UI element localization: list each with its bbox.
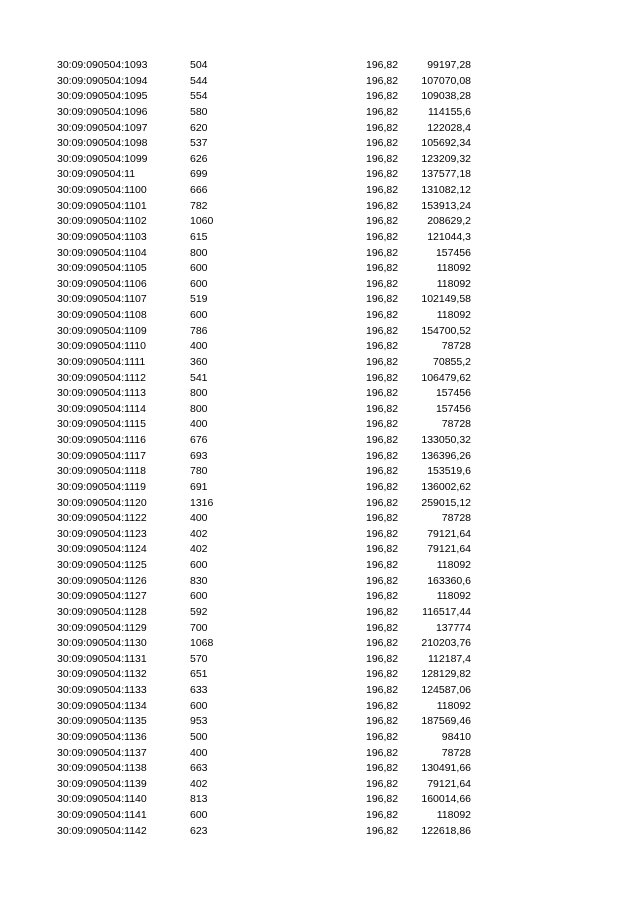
area-cell: 666	[190, 184, 208, 196]
cadastral-number-cell: 30:09:090504:1129	[57, 621, 147, 634]
cadastral-number-cell: 30:09:090504:1114	[57, 402, 146, 415]
table-row	[0, 371, 640, 387]
area-cell: 700	[190, 621, 208, 634]
cost-cell: 131082,12	[421, 184, 471, 196]
rate-cell: 196,82	[366, 246, 399, 259]
cadastral-number-cell: 30:09:090504:1112	[57, 371, 146, 384]
table-row	[0, 417, 640, 433]
area-cell: 800	[190, 246, 208, 259]
cost-cell: 112187,4	[427, 652, 471, 665]
cost-cell: 70855,2	[433, 355, 471, 368]
table-row	[0, 183, 640, 199]
cost-cell: 122028,4	[427, 121, 471, 134]
cost-cell: 160014,66	[421, 793, 471, 806]
cadastral-number-cell: 30:09:090504:1113	[57, 387, 146, 400]
table-row	[0, 214, 640, 230]
cadastral-number-cell: 30:09:090504:1140	[57, 793, 147, 806]
rate-cell: 196,82	[366, 652, 399, 665]
rate-cell: 196,82	[366, 512, 399, 525]
area-cell: 402	[190, 777, 208, 790]
table-row	[0, 480, 640, 496]
cadastral-number-cell: 30:09:090504:1106	[57, 277, 147, 290]
cadastral-number-cell: 30:09:090504:1138	[57, 762, 147, 775]
table-row	[0, 261, 640, 277]
rate-cell: 196,82	[366, 793, 399, 806]
rate-cell: 196,82	[366, 418, 399, 431]
rate-cell: 196,82	[366, 74, 399, 87]
cost-cell: 157456	[435, 246, 471, 259]
cost-cell: 78728	[441, 418, 471, 431]
cadastral-number-cell: 30:09:090504:1095	[57, 90, 148, 103]
area-cell: 786	[190, 324, 208, 337]
table-row	[0, 308, 640, 324]
rate-cell: 196,82	[366, 496, 399, 509]
cost-cell: 136002,62	[421, 480, 471, 493]
table-row	[0, 246, 640, 262]
table-row	[0, 105, 640, 121]
cadastral-number-cell: 30:09:090504:1126	[57, 574, 147, 587]
rate-cell: 196,82	[366, 824, 399, 837]
cost-cell: 137774	[435, 621, 471, 634]
cadastral-number-cell: 30:09:090504:1122	[57, 512, 147, 525]
cadastral-number-cell: 30:09:090504:1110	[57, 340, 146, 353]
rate-cell: 196,82	[366, 449, 399, 462]
cadastral-number-cell: 30:09:090504:1097	[57, 121, 148, 134]
table-row	[0, 136, 640, 152]
table-row	[0, 683, 640, 699]
area-cell: 800	[190, 402, 208, 415]
table-row	[0, 652, 640, 668]
area-cell: 600	[190, 590, 208, 603]
table-row	[0, 230, 640, 246]
table-row	[0, 605, 640, 621]
rate-cell: 196,82	[366, 277, 399, 290]
rate-cell: 196,82	[366, 137, 399, 150]
table-row	[0, 277, 640, 293]
rate-cell: 196,82	[366, 309, 399, 321]
cost-cell: 79121,64	[427, 527, 471, 540]
cadastral-number-cell: 30:09:090504:1101	[57, 199, 147, 212]
area-cell: 1060	[190, 215, 214, 228]
rate-cell: 196,82	[366, 434, 399, 446]
area-cell: 400	[190, 512, 208, 525]
area-cell: 600	[190, 309, 208, 321]
area-cell: 600	[190, 699, 208, 712]
cadastral-number-cell: 30:09:090504:1102	[57, 215, 147, 228]
cost-cell: 121044,3	[427, 230, 471, 243]
area-cell: 600	[190, 559, 208, 571]
cadastral-number-cell: 30:09:090504:1100	[57, 184, 147, 196]
area-cell: 813	[190, 793, 208, 806]
cost-cell: 78728	[441, 746, 471, 759]
table-row	[0, 74, 640, 90]
rate-cell: 196,82	[366, 121, 399, 134]
table-row	[0, 792, 640, 808]
area-cell: 699	[190, 168, 208, 181]
table-row	[0, 58, 640, 74]
rate-cell: 196,82	[366, 184, 399, 196]
cost-cell: 116517,44	[422, 605, 471, 618]
rate-cell: 196,82	[366, 262, 399, 275]
cost-cell: 105692,34	[421, 137, 471, 150]
cadastral-number-cell: 30:09:090504:1139	[57, 777, 147, 790]
area-cell: 663	[190, 762, 208, 775]
cost-cell: 78728	[441, 512, 471, 525]
cost-cell: 122618,86	[421, 824, 471, 837]
rate-cell: 196,82	[366, 480, 399, 493]
table-row	[0, 464, 640, 480]
cost-cell: 118092	[436, 277, 471, 290]
table-row	[0, 121, 640, 137]
rate-cell: 196,82	[366, 543, 399, 556]
area-cell: 541	[190, 371, 208, 384]
table-row	[0, 824, 640, 840]
cost-cell: 157456	[435, 402, 471, 415]
table-row	[0, 167, 640, 183]
cadastral-number-cell: 30:09:090504:1127	[57, 590, 147, 603]
area-cell: 570	[190, 652, 208, 665]
cost-cell: 208629,2	[427, 215, 471, 228]
area-cell: 693	[190, 449, 208, 462]
cost-cell: 153913,24	[421, 199, 471, 212]
cadastral-number-cell: 30:09:090504:1133	[57, 684, 147, 696]
rate-cell: 196,82	[366, 324, 399, 337]
area-cell: 537	[190, 137, 208, 150]
cadastral-number-cell: 30:09:090504:1094	[57, 74, 148, 87]
table-row	[0, 746, 640, 762]
cadastral-number-cell: 30:09:090504:1093	[57, 59, 148, 71]
rate-cell: 196,82	[366, 465, 399, 478]
table-row	[0, 386, 640, 402]
cost-cell: 114155,6	[427, 105, 471, 118]
cost-cell: 79121,64	[427, 543, 471, 556]
area-cell: 402	[190, 543, 208, 556]
rate-cell: 196,82	[366, 340, 399, 353]
cadastral-number-cell: 30:09:090504:1096	[57, 105, 148, 118]
rate-cell: 196,82	[366, 809, 399, 821]
cost-cell: 118092	[436, 699, 471, 712]
table-row	[0, 730, 640, 746]
cost-cell: 133050,32	[421, 434, 471, 446]
area-cell: 633	[190, 684, 208, 696]
rate-cell: 196,82	[366, 199, 399, 212]
cadastral-number-cell: 30:09:090504:1141	[57, 809, 147, 821]
cadastral-number-cell: 30:09:090504:1136	[57, 730, 147, 743]
table-row	[0, 808, 640, 824]
rate-cell: 196,82	[366, 574, 399, 587]
rate-cell: 196,82	[366, 230, 399, 243]
table-row	[0, 714, 640, 730]
rate-cell: 196,82	[366, 355, 399, 368]
cadastral-number-cell: 30:09:090504:1123	[57, 527, 147, 540]
table-row	[0, 589, 640, 605]
rate-cell: 196,82	[366, 668, 399, 681]
area-cell: 600	[190, 277, 208, 290]
rate-cell: 196,82	[366, 699, 399, 712]
table-row	[0, 433, 640, 449]
table-row	[0, 339, 640, 355]
cadastral-number-cell: 30:09:090504:1130	[57, 637, 147, 650]
cost-cell: 153519,6	[427, 465, 471, 478]
area-cell: 600	[190, 262, 208, 275]
table-row	[0, 324, 640, 340]
rate-cell: 196,82	[366, 637, 399, 650]
table-row	[0, 636, 640, 652]
area-cell: 400	[190, 340, 208, 353]
cadastral-number-cell: 30:09:090504:1117	[57, 449, 146, 462]
table-row	[0, 292, 640, 308]
rate-cell: 196,82	[366, 746, 399, 759]
area-cell: 651	[190, 668, 208, 681]
table-row	[0, 449, 640, 465]
area-cell: 519	[190, 293, 208, 306]
area-cell: 400	[190, 418, 208, 431]
table-row	[0, 558, 640, 574]
cadastral-number-cell: 30:09:090504:1118	[57, 465, 146, 478]
cost-cell: 154700,52	[421, 324, 471, 337]
cadastral-number-cell: 30:09:090504:1115	[57, 418, 146, 431]
cadastral-number-cell: 30:09:090504:11	[57, 168, 136, 181]
table-row	[0, 496, 640, 512]
table-row	[0, 199, 640, 215]
table-row	[0, 511, 640, 527]
area-cell: 780	[190, 465, 208, 478]
rate-cell: 196,82	[366, 152, 399, 165]
area-cell: 620	[190, 121, 208, 134]
cost-cell: 109038,28	[421, 90, 471, 103]
cadastral-number-cell: 30:09:090504:1119	[57, 480, 146, 493]
area-cell: 782	[190, 199, 208, 212]
rate-cell: 196,82	[366, 371, 399, 384]
cadastral-number-cell: 30:09:090504:1131	[57, 652, 147, 665]
area-cell: 691	[190, 480, 208, 493]
table-row	[0, 761, 640, 777]
cadastral-number-cell: 30:09:090504:1108	[57, 309, 147, 321]
area-cell: 600	[190, 809, 208, 821]
area-cell: 800	[190, 387, 208, 400]
cadastral-number-cell: 30:09:090504:1116	[57, 434, 146, 446]
cost-cell: 187569,46	[421, 715, 471, 728]
cost-cell: 107070,08	[421, 74, 471, 87]
table-row	[0, 527, 640, 543]
cost-cell: 78728	[441, 340, 471, 353]
cadastral-number-cell: 30:09:090504:1104	[57, 246, 147, 259]
cost-cell: 98410	[441, 730, 471, 743]
rate-cell: 196,82	[366, 605, 399, 618]
cadastral-number-cell: 30:09:090504:1098	[57, 137, 148, 150]
area-cell: 400	[190, 746, 208, 759]
cost-cell: 157456	[435, 387, 471, 400]
table-row	[0, 152, 640, 168]
cost-cell: 118092	[436, 809, 471, 821]
cadastral-number-cell: 30:09:090504:1120	[57, 496, 147, 509]
area-cell: 504	[190, 59, 208, 71]
table-row	[0, 699, 640, 715]
table-row	[0, 667, 640, 683]
table-row	[0, 89, 640, 105]
cadastral-number-cell: 30:09:090504:1142	[57, 824, 147, 837]
area-cell: 544	[190, 74, 208, 87]
rate-cell: 196,82	[366, 293, 399, 306]
cadastral-number-cell: 30:09:090504:1103	[57, 230, 147, 243]
cost-cell: 106479,62	[421, 371, 471, 384]
table-row	[0, 402, 640, 418]
cadastral-number-cell: 30:09:090504:1105	[57, 262, 147, 275]
cadastral-number-cell: 30:09:090504:1134	[57, 699, 147, 712]
rate-cell: 196,82	[366, 730, 399, 743]
area-cell: 1316	[190, 496, 214, 509]
area-cell: 592	[190, 605, 208, 618]
area-cell: 1068	[190, 637, 214, 650]
rate-cell: 196,82	[366, 715, 399, 728]
parcel-table	[0, 58, 640, 839]
cadastral-number-cell: 30:09:090504:1128	[57, 605, 147, 618]
rate-cell: 196,82	[366, 402, 399, 415]
cadastral-number-cell: 30:09:090504:1099	[57, 152, 148, 165]
cost-cell: 102149,58	[421, 293, 471, 306]
rate-cell: 196,82	[366, 215, 399, 228]
cost-cell: 123209,32	[421, 152, 471, 165]
cost-cell: 130491,66	[421, 762, 471, 775]
cadastral-number-cell: 30:09:090504:1135	[57, 715, 147, 728]
cost-cell: 163360,6	[427, 574, 471, 587]
cadastral-number-cell: 30:09:090504:1125	[57, 559, 147, 571]
cadastral-number-cell: 30:09:090504:1111	[57, 355, 146, 368]
rate-cell: 196,82	[366, 777, 399, 790]
table-row	[0, 355, 640, 371]
cost-cell: 79121,64	[427, 777, 471, 790]
area-cell: 623	[190, 824, 208, 837]
area-cell: 626	[190, 152, 208, 165]
area-cell: 580	[190, 105, 208, 118]
rate-cell: 196,82	[366, 527, 399, 540]
cost-cell: 137577,18	[421, 168, 471, 181]
cost-cell: 210203,76	[421, 637, 471, 650]
cost-cell: 118092	[436, 559, 471, 571]
table-row	[0, 574, 640, 590]
area-cell: 953	[190, 715, 208, 728]
rate-cell: 196,82	[366, 621, 399, 634]
area-cell: 500	[190, 730, 208, 743]
cost-cell: 259015,12	[421, 496, 471, 509]
area-cell: 402	[190, 527, 208, 540]
table-row	[0, 542, 640, 558]
rate-cell: 196,82	[366, 559, 399, 571]
rate-cell: 196,82	[366, 105, 399, 118]
rate-cell: 196,82	[366, 387, 399, 400]
cadastral-number-cell: 30:09:090504:1137	[57, 746, 147, 759]
area-cell: 554	[190, 90, 208, 103]
cost-cell: 99197,28	[427, 59, 471, 71]
cadastral-number-cell: 30:09:090504:1132	[57, 668, 147, 681]
cadastral-number-cell: 30:09:090504:1107	[57, 293, 147, 306]
rate-cell: 196,82	[366, 168, 399, 181]
area-cell: 830	[190, 574, 208, 587]
rate-cell: 196,82	[366, 590, 399, 603]
rate-cell: 196,82	[366, 59, 399, 71]
cost-cell: 118092	[436, 262, 471, 275]
cost-cell: 118092	[436, 590, 471, 603]
cadastral-number-cell: 30:09:090504:1124	[57, 543, 147, 556]
rate-cell: 196,82	[366, 684, 399, 696]
area-cell: 676	[190, 434, 208, 446]
cost-cell: 128129,82	[421, 668, 471, 681]
cost-cell: 136396,26	[421, 449, 471, 462]
rate-cell: 196,82	[366, 762, 399, 775]
cadastral-number-cell: 30:09:090504:1109	[57, 324, 147, 337]
table-row	[0, 621, 640, 637]
cost-cell: 124587,06	[421, 684, 471, 696]
area-cell: 615	[190, 230, 208, 243]
rate-cell: 196,82	[366, 90, 399, 103]
area-cell: 360	[190, 355, 208, 368]
table-row	[0, 777, 640, 793]
cost-cell: 118092	[436, 309, 471, 321]
